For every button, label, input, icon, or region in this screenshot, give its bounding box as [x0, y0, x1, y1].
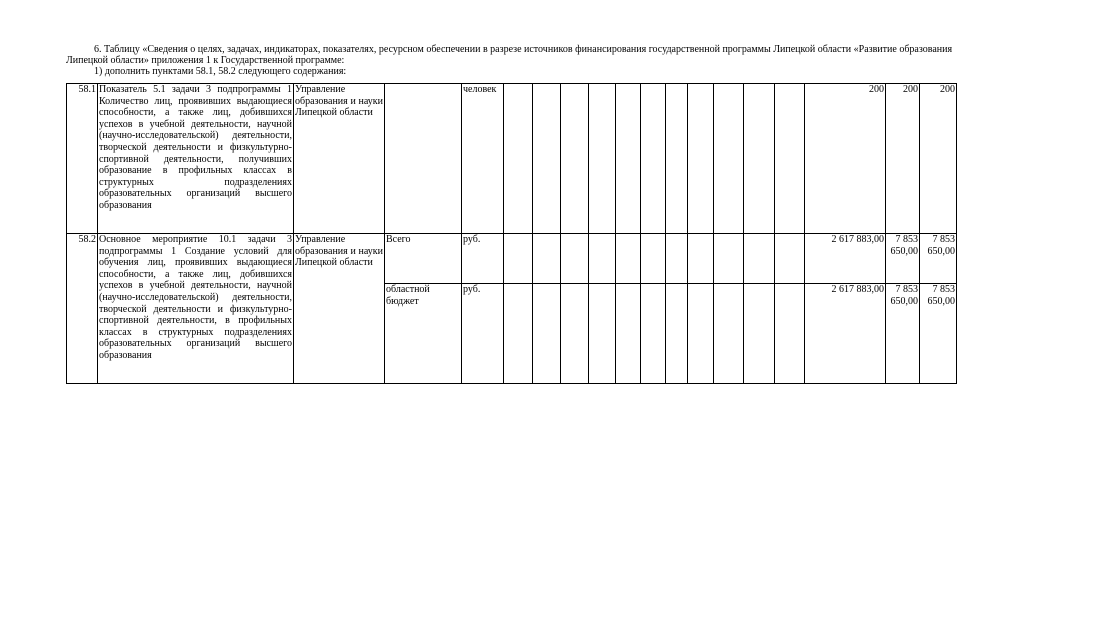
empty-cell [714, 234, 744, 284]
event-name: Основное мероприятие 10.1 задачи 3 подпрограммы 1 Создание условий для обучения лиц, проявивших выдающиеся способности, а также лиц, добившихся успехов в учебной деятельности, научной (научно-исследовательской) деятельности, творческой деятельности и физкультурно-спортивной деятельности, в профильных классах в структурных подразделениях образовательных организаций высшего образования [98, 234, 294, 384]
empty-cell [641, 84, 666, 234]
empty-cell [641, 284, 666, 384]
unit: руб. [462, 234, 504, 284]
empty-cell [688, 284, 714, 384]
empty-cell [561, 84, 589, 234]
empty-cell [744, 234, 775, 284]
value-year-3: 7 853 650,00 [920, 234, 957, 284]
empty-cell [504, 284, 533, 384]
empty-cell [688, 234, 714, 284]
empty-cell [714, 284, 744, 384]
program-indicators-table [66, 83, 957, 384]
value-year-3: 7 853 650,00 [920, 284, 957, 384]
empty-cell [533, 84, 561, 234]
empty-cell [616, 234, 641, 284]
empty-cell [561, 234, 589, 284]
table-row-58-1 [67, 84, 957, 234]
empty-cell [616, 84, 641, 234]
indicator-name: Показатель 5.1 задачи 3 подпрограммы 1 Количество лиц, проявивших выдающиеся способности, а также лиц, добившихся успехов в учебной деятельности, научной (научно-исследовательской) деятельности, творческой деятельности и физкультурно-спортивной деятельности, получивших образование в профильных классах в структурных подразделениях образовательных организаций высшего образования [98, 84, 294, 234]
intro-paragraph-amendment: 6. Таблицу «Сведения о целях, задачах, индикаторах, показателях, ресурсном обеспечении в разрезе источников финансирования государственной программы Липецкой области «Развитие образования Липецкой области» приложения 1 к Государственной программе: [66, 44, 953, 66]
empty-cell [666, 284, 688, 384]
empty-cell [775, 284, 805, 384]
unit: руб. [462, 284, 504, 384]
empty-cell [744, 84, 775, 234]
intro-text [66, 44, 966, 77]
executor: Управление образования и науки Липецкой области [294, 234, 385, 384]
funding-source: Всего [385, 234, 462, 284]
empty-cell [744, 284, 775, 384]
empty-cell [504, 234, 533, 284]
table-row-58-2-total [67, 234, 957, 284]
empty-cell [589, 84, 616, 234]
row-number: 58.2 [67, 234, 98, 384]
empty-cell [666, 234, 688, 284]
empty-cell [641, 234, 666, 284]
intro-paragraph-instruction: 1) дополнить пунктами 58.1, 58.2 следующего содержания: [94, 66, 347, 77]
empty-cell [616, 284, 641, 384]
value-year-1: 2 617 883,00 [805, 284, 886, 384]
funding-source: областной бюджет [385, 284, 462, 384]
funding-source [385, 84, 462, 234]
empty-cell [714, 84, 744, 234]
empty-cell [561, 284, 589, 384]
empty-cell [504, 84, 533, 234]
value-year-2: 7 853 650,00 [886, 234, 920, 284]
unit: человек [462, 84, 504, 234]
value-year-3: 200 [920, 84, 957, 234]
empty-cell [688, 84, 714, 234]
empty-cell [533, 234, 561, 284]
empty-cell [775, 84, 805, 234]
empty-cell [589, 234, 616, 284]
value-year-2: 200 [886, 84, 920, 234]
value-year-2: 7 853 650,00 [886, 284, 920, 384]
empty-cell [533, 284, 561, 384]
executor: Управление образования и науки Липецкой области [294, 84, 385, 234]
value-year-1: 2 617 883,00 [805, 234, 886, 284]
row-number: 58.1 [67, 84, 98, 234]
empty-cell [589, 284, 616, 384]
empty-cell [775, 234, 805, 284]
value-year-1: 200 [805, 84, 886, 234]
empty-cell [666, 84, 688, 234]
